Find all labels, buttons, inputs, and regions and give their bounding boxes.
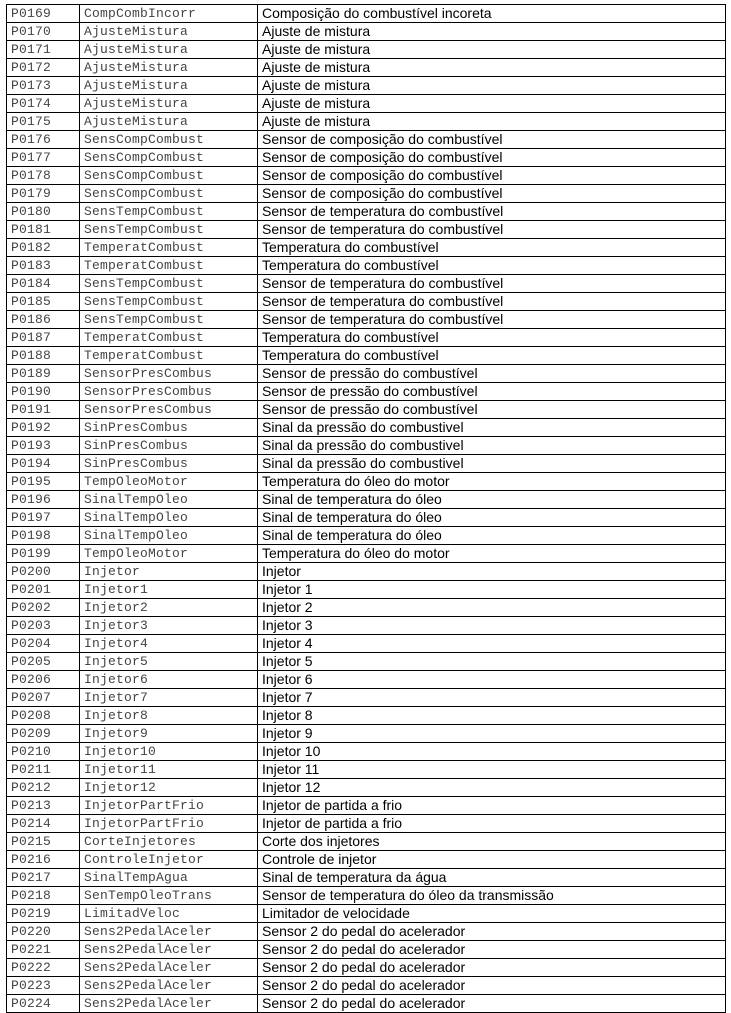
description-cell: Ajuste de mistura [258,41,726,59]
fault-code-cell: P0190 [7,383,80,401]
short-name-cell: SensorPresCombus [80,365,258,383]
short-name-cell: CorteInjetores [80,833,258,851]
table-row [7,167,726,185]
short-name-cell: SinalTempOleo [80,509,258,527]
table-row [7,437,726,455]
description-cell: Temperatura do óleo do motor [258,473,726,491]
short-name-cell: SinPresCombus [80,437,258,455]
fault-code-cell: P0192 [7,419,80,437]
fault-code-cell: P0221 [7,941,80,959]
fault-code-cell: P0196 [7,491,80,509]
description-cell: Composição do combustível incoreta [258,5,726,23]
table-row [7,293,726,311]
table-row [7,617,726,635]
short-name-cell: TemperatCombust [80,347,258,365]
short-name-cell: TempOleoMotor [80,545,258,563]
table-row [7,149,726,167]
description-cell: Injetor de partida a frio [258,797,726,815]
table-row [7,815,726,833]
table-row [7,581,726,599]
table-row [7,131,726,149]
description-cell: Sensor de pressão do combustível [258,401,726,419]
table-row [7,23,726,41]
description-cell: Injetor 10 [258,743,726,761]
short-name-cell: Sens2PedalAceler [80,977,258,995]
table-row [7,527,726,545]
description-cell: Sensor de composição do combustível [258,131,726,149]
table-row [7,401,726,419]
table-row [7,221,726,239]
short-name-cell: Injetor3 [80,617,258,635]
description-cell: Sensor de pressão do combustível [258,383,726,401]
description-cell: Ajuste de mistura [258,95,726,113]
short-name-cell: SensCompCombust [80,149,258,167]
description-cell: Sensor de composição do combustível [258,149,726,167]
fault-code-cell: P0215 [7,833,80,851]
short-name-cell: AjusteMistura [80,41,258,59]
short-name-cell: Injetor [80,563,258,581]
short-name-cell: TemperatCombust [80,239,258,257]
fault-code-cell: P0213 [7,797,80,815]
table-row [7,671,726,689]
description-cell: Corte dos injetores [258,833,726,851]
fault-code-cell: P0218 [7,887,80,905]
short-name-cell: SinalTempOleo [80,491,258,509]
description-cell: Sensor de temperatura do combustível [258,311,726,329]
fault-code-cell: P0195 [7,473,80,491]
description-cell: Sensor 2 do pedal do acelerador [258,977,726,995]
description-cell: Sinal de temperatura do óleo [258,491,726,509]
short-name-cell: Injetor6 [80,671,258,689]
fault-code-cell: P0187 [7,329,80,347]
fault-code-cell: P0197 [7,509,80,527]
short-name-cell: Injetor7 [80,689,258,707]
table-row [7,599,726,617]
fault-code-cell: P0198 [7,527,80,545]
short-name-cell: SensTempCombust [80,275,258,293]
table-row [7,977,726,995]
short-name-cell: SensorPresCombus [80,383,258,401]
description-cell: Injetor 11 [258,761,726,779]
description-cell: Sensor 2 do pedal do acelerador [258,959,726,977]
short-name-cell: SensCompCombust [80,131,258,149]
table-row [7,797,726,815]
fault-code-rows [7,5,726,1013]
fault-code-cell: P0219 [7,905,80,923]
fault-code-cell: P0210 [7,743,80,761]
table-row [7,887,726,905]
fault-code-cell: P0182 [7,239,80,257]
short-name-cell: SensCompCombust [80,167,258,185]
table-row [7,743,726,761]
fault-code-cell: P0199 [7,545,80,563]
description-cell: Sinal de temperatura do óleo [258,527,726,545]
fault-code-cell: P0185 [7,293,80,311]
fault-code-cell: P0193 [7,437,80,455]
short-name-cell: SinalTempOleo [80,527,258,545]
table-row [7,239,726,257]
fault-code-cell: P0212 [7,779,80,797]
description-cell: Sinal de temperatura da água [258,869,726,887]
table-row [7,833,726,851]
short-name-cell: SinPresCombus [80,455,258,473]
short-name-cell: AjusteMistura [80,23,258,41]
short-name-cell: SinalTempAgua [80,869,258,887]
short-name-cell: Injetor2 [80,599,258,617]
fault-code-cell: P0173 [7,77,80,95]
short-name-cell: AjusteMistura [80,59,258,77]
short-name-cell: TemperatCombust [80,329,258,347]
description-cell: Limitador de velocidade [258,905,726,923]
fault-code-cell: P0204 [7,635,80,653]
fault-code-cell: P0184 [7,275,80,293]
description-cell: Injetor 8 [258,707,726,725]
table-row [7,545,726,563]
table-row [7,275,726,293]
description-cell: Sensor de temperatura do combustível [258,293,726,311]
description-cell: Ajuste de mistura [258,23,726,41]
description-cell: Temperatura do combustível [258,257,726,275]
short-name-cell: Injetor12 [80,779,258,797]
description-cell: Injetor 7 [258,689,726,707]
fault-code-cell: P0222 [7,959,80,977]
description-cell: Sensor de composição do combustível [258,167,726,185]
description-cell: Sensor 2 do pedal do acelerador [258,995,726,1013]
fault-code-cell: P0186 [7,311,80,329]
fault-code-cell: P0179 [7,185,80,203]
fault-code-cell: P0178 [7,167,80,185]
description-cell: Injetor [258,563,726,581]
short-name-cell: Sens2PedalAceler [80,995,258,1013]
short-name-cell: Injetor5 [80,653,258,671]
table-row [7,59,726,77]
description-cell: Sensor 2 do pedal do acelerador [258,923,726,941]
description-cell: Temperatura do combustível [258,347,726,365]
fault-code-cell: P0191 [7,401,80,419]
table-row [7,869,726,887]
description-cell: Temperatura do combustível [258,329,726,347]
table-row [7,365,726,383]
fault-code-cell: P0202 [7,599,80,617]
table-row [7,113,726,131]
short-name-cell: InjetorPartFrio [80,797,258,815]
short-name-cell: AjusteMistura [80,113,258,131]
short-name-cell: SensTempCombust [80,311,258,329]
table-row [7,923,726,941]
fault-code-cell: P0172 [7,59,80,77]
short-name-cell: Injetor4 [80,635,258,653]
description-cell: Ajuste de mistura [258,113,726,131]
table-row [7,185,726,203]
description-cell: Injetor 2 [258,599,726,617]
description-cell: Temperatura do óleo do motor [258,545,726,563]
table-row [7,707,726,725]
fault-code-cell: P0205 [7,653,80,671]
fault-code-cell: P0201 [7,581,80,599]
table-row [7,41,726,59]
table-row [7,725,726,743]
fault-code-cell: P0216 [7,851,80,869]
fault-code-cell: P0217 [7,869,80,887]
description-cell: Sensor 2 do pedal do acelerador [258,941,726,959]
table-row [7,5,726,23]
table-row [7,509,726,527]
description-cell: Sinal de temperatura do óleo [258,509,726,527]
table-row [7,77,726,95]
description-cell: Injetor 6 [258,671,726,689]
table-row [7,419,726,437]
fault-code-cell: P0177 [7,149,80,167]
description-cell: Sinal da pressão do combustivel [258,419,726,437]
table-row [7,95,726,113]
fault-code-cell: P0183 [7,257,80,275]
table-row [7,455,726,473]
fault-code-cell: P0180 [7,203,80,221]
fault-code-cell: P0220 [7,923,80,941]
description-cell: Ajuste de mistura [258,59,726,77]
short-name-cell: Injetor9 [80,725,258,743]
fault-code-cell: P0181 [7,221,80,239]
table-row [7,905,726,923]
short-name-cell: LimitadVeloc [80,905,258,923]
short-name-cell: SensTempCombust [80,293,258,311]
fault-code-cell: P0189 [7,365,80,383]
short-name-cell: CompCombIncorr [80,5,258,23]
short-name-cell: AjusteMistura [80,77,258,95]
fault-code-table [6,4,726,1013]
description-cell: Injetor 1 [258,581,726,599]
table-row [7,941,726,959]
short-name-cell: SensCompCombust [80,185,258,203]
table-row [7,851,726,869]
description-cell: Sensor de temperatura do combustível [258,203,726,221]
table-row [7,383,726,401]
description-cell: Injetor 12 [258,779,726,797]
fault-code-cell: P0188 [7,347,80,365]
short-name-cell: TempOleoMotor [80,473,258,491]
table-row [7,689,726,707]
table-row [7,959,726,977]
fault-code-cell: P0208 [7,707,80,725]
fault-code-cell: P0209 [7,725,80,743]
description-cell: Sinal da pressão do combustivel [258,455,726,473]
short-name-cell: SensTempCombust [80,203,258,221]
short-name-cell: ControleInjetor [80,851,258,869]
fault-code-cell: P0176 [7,131,80,149]
fault-code-cell: P0223 [7,977,80,995]
description-cell: Sensor de pressão do combustível [258,365,726,383]
table-row [7,311,726,329]
description-cell: Sensor de temperatura do combustível [258,275,726,293]
table-row [7,761,726,779]
table-row [7,653,726,671]
table-row [7,347,726,365]
fault-code-cell: P0169 [7,5,80,23]
table-row [7,635,726,653]
description-cell: Temperatura do combustível [258,239,726,257]
fault-code-cell: P0224 [7,995,80,1013]
table-row [7,257,726,275]
fault-code-cell: P0207 [7,689,80,707]
short-name-cell: TemperatCombust [80,257,258,275]
short-name-cell: AjusteMistura [80,95,258,113]
description-cell: Ajuste de mistura [258,77,726,95]
short-name-cell: Sens2PedalAceler [80,923,258,941]
description-cell: Injetor de partida a frio [258,815,726,833]
fault-code-cell: P0171 [7,41,80,59]
description-cell: Injetor 5 [258,653,726,671]
fault-code-cell: P0170 [7,23,80,41]
fault-code-cell: P0174 [7,95,80,113]
short-name-cell: Sens2PedalAceler [80,959,258,977]
fault-code-cell: P0200 [7,563,80,581]
short-name-cell: InjetorPartFrio [80,815,258,833]
short-name-cell: SenTempOleoTrans [80,887,258,905]
fault-code-cell: P0175 [7,113,80,131]
fault-code-cell: P0206 [7,671,80,689]
description-cell: Controle de injetor [258,851,726,869]
fault-code-cell: P0203 [7,617,80,635]
short-name-cell: SensorPresCombus [80,401,258,419]
fault-code-cell: P0214 [7,815,80,833]
short-name-cell: Injetor10 [80,743,258,761]
short-name-cell: Sens2PedalAceler [80,941,258,959]
description-cell: Sensor de composição do combustível [258,185,726,203]
description-cell: Injetor 3 [258,617,726,635]
description-cell: Sensor de temperatura do combustível [258,221,726,239]
short-name-cell: SinPresCombus [80,419,258,437]
table-row [7,995,726,1013]
short-name-cell: SensTempCombust [80,221,258,239]
fault-code-cell: P0211 [7,761,80,779]
short-name-cell: Injetor1 [80,581,258,599]
short-name-cell: Injetor11 [80,761,258,779]
description-cell: Injetor 4 [258,635,726,653]
table-row [7,491,726,509]
short-name-cell: Injetor8 [80,707,258,725]
table-row [7,779,726,797]
table-row [7,203,726,221]
fault-code-cell: P0194 [7,455,80,473]
table-row [7,329,726,347]
description-cell: Injetor 9 [258,725,726,743]
description-cell: Sinal da pressão do combustivel [258,437,726,455]
table-row [7,473,726,491]
description-cell: Sensor de temperatura do óleo da transmissão [258,887,726,905]
table-row [7,563,726,581]
